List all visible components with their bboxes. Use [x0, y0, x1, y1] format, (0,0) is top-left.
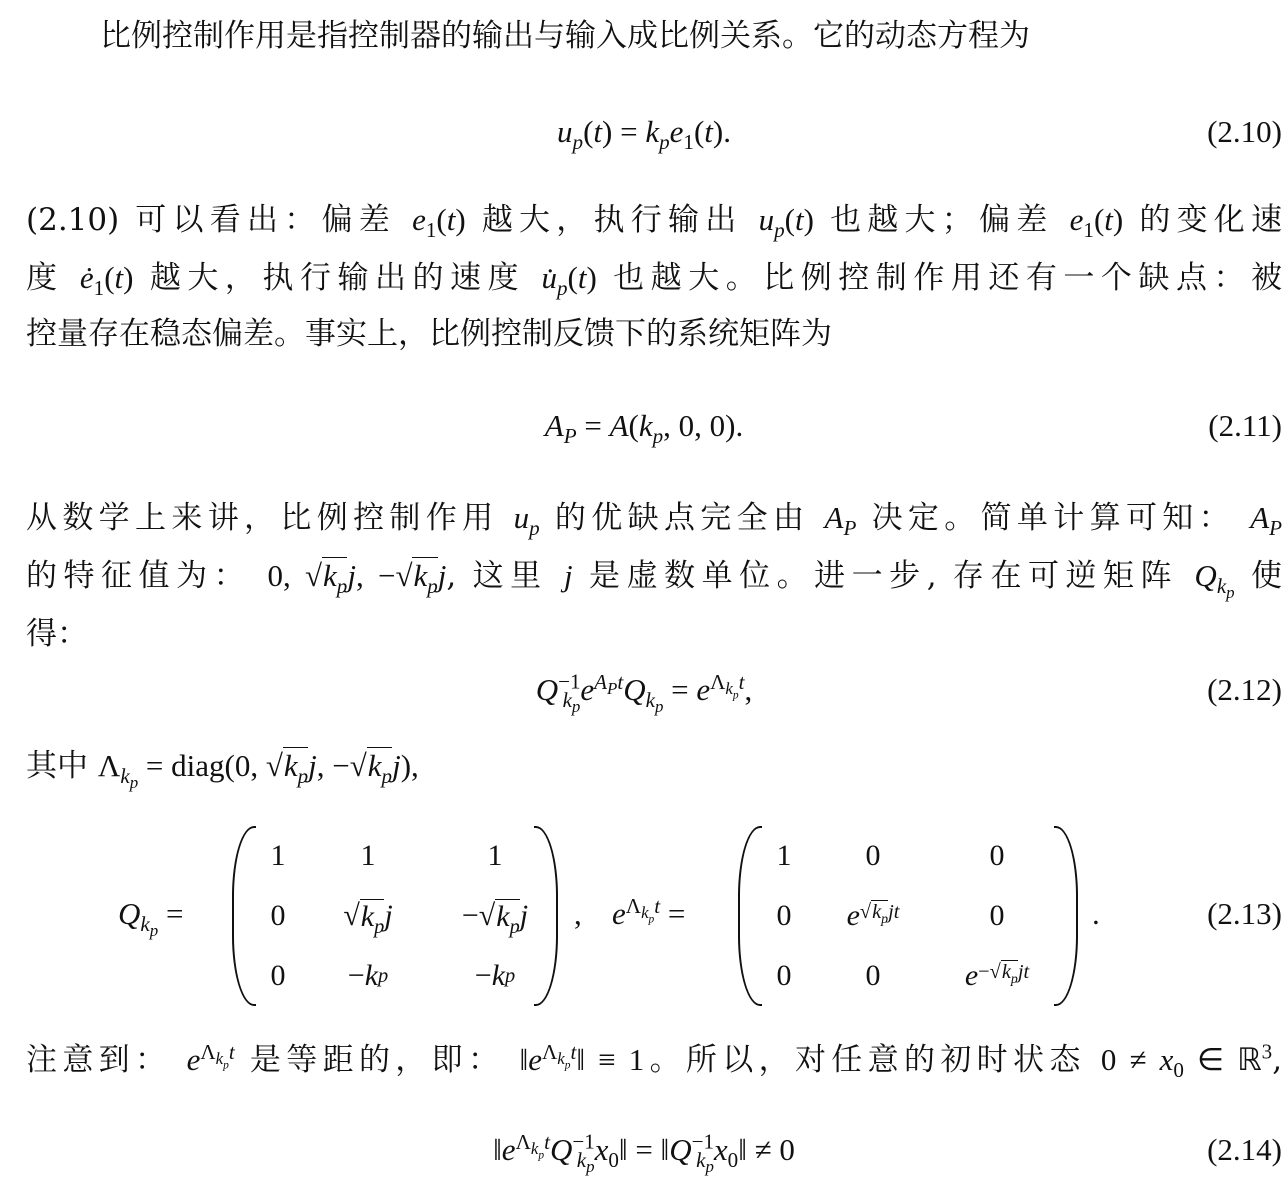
matrix-cell: e $-√k_pjt$ — [964, 959, 1030, 992]
exp-matrix — [738, 826, 1078, 1006]
q-matrix — [232, 826, 558, 1006]
matrix-cell: − k p — [347, 959, 389, 992]
paragraph-3-line-2: 的特征值为： 0, $√k_pj$, $-√k_pj$, 这里 j 是虚数单位。进一步, 存在可逆矩阵 $Q_{k_p}$ 使 — [26, 558, 1282, 603]
paragraph-5: 注意到： $e^{\Lambda_{k_p}t}$ 是等距的，即： $‖e^{\Lambda_{k_p}t}‖ \equiv 1$。所以，对任意的初时状态 $0 \ne x_0$ ∈ ℝ$^3$, — [26, 1039, 1283, 1083]
q-matrix-grid — [248, 826, 542, 1006]
equation-2-11-body: $A_P = A(k_p$, 0, 0). — [544, 408, 744, 449]
exp-matrix-label: $e^{\Lambda_{k_p}t}$ = — [612, 893, 686, 931]
period: . — [1092, 896, 1100, 931]
comma: , — [574, 896, 582, 931]
matrix-cell: 0 — [776, 899, 792, 932]
matrix-cell: 1 — [360, 839, 376, 872]
matrix-cell: − k p — [474, 959, 516, 992]
equation-2-14-body: $‖e^{\Lambda_{k_p}t}Q^{-1}_{k_p}x_0‖$ = $‖Q^{-1}_{k_p}x_0‖ \ne 0$ — [493, 1129, 795, 1177]
matrix-cell: e $√k_pjt$ — [846, 899, 900, 932]
matrix-cell: 0 — [989, 839, 1005, 872]
equation-2-10-body: $u_p(t) = k_pe_1(t)$. — [557, 114, 731, 155]
equation-number: (2.12) — [1207, 672, 1282, 707]
equation-2-10 — [0, 110, 1288, 160]
matrix-cell: 1 — [487, 839, 503, 872]
matrix-cell: 0 — [270, 959, 286, 992]
paragraph-3-line-3: 得： — [26, 616, 88, 652]
matrix-cell: 1 — [270, 839, 286, 872]
right-paren — [1054, 826, 1078, 1006]
q-matrix-label: $Q_{k_p}$ = — [118, 896, 184, 941]
matrix-cell: 0 — [270, 899, 286, 932]
paragraph-3-line-1: 从数学上来讲，比例控制作用 $u_p$ 的优缺点完全由 $A_P$ 决定。简单计算可知： $A_P$ — [26, 500, 1283, 541]
matrix-cell: √ $k_p$ j — [343, 899, 393, 938]
paragraph-1-line-1: 比例控制作用是指控制器的输出与输入成比例关系。它的动态方程为 — [100, 18, 1030, 54]
matrix-cell: 1 — [776, 839, 792, 872]
matrix-cell: 0 — [776, 959, 792, 992]
equation-number: (2.14) — [1207, 1132, 1282, 1167]
equation-2-14 — [0, 1128, 1288, 1178]
matrix-cell: 0 — [865, 959, 881, 992]
equation-2-11 — [0, 404, 1288, 454]
paragraph-2-line-2: 度 $ė_1(t)$ 越大，执行输出的速度 $u̇_p(t)$ 也越大。比例控制作用还有一个缺点：被 — [26, 260, 1282, 301]
matrix-cell: −√ $k_p$ j — [461, 899, 529, 938]
paragraph-4: 其中 $\Lambda_{k_p}$ = diag(0, $√k_pj$, $-√k_pj$), — [26, 748, 419, 793]
matrix-cell: 0 — [989, 899, 1005, 932]
equation-number: (2.10) — [1207, 114, 1282, 149]
equation-number: (2.11) — [1208, 408, 1282, 443]
paragraph-2-line-3: 控量存在稳态偏差。事实上，比例控制反馈下的系统矩阵为 — [26, 316, 832, 352]
equation-2-13 — [0, 826, 1288, 1006]
matrix-cell: 0 — [865, 839, 881, 872]
equation-2-12-body: $Q^{-1}_{k_p}e^{A_Pt}Q_{k_p} = e^{\Lambda_{k_p}t}$, — [535, 669, 753, 717]
exp-matrix-grid — [754, 826, 1062, 1006]
equation-2-12 — [0, 668, 1288, 718]
equation-number: (2.13) — [1207, 896, 1282, 931]
paragraph-2-line-1: (2.10) 可以看出：偏差 $e_1(t)$ 越大，执行输出 $u_p(t)$ 也越大；偏差 $e_1(t)$ 的变化速 — [26, 202, 1283, 243]
